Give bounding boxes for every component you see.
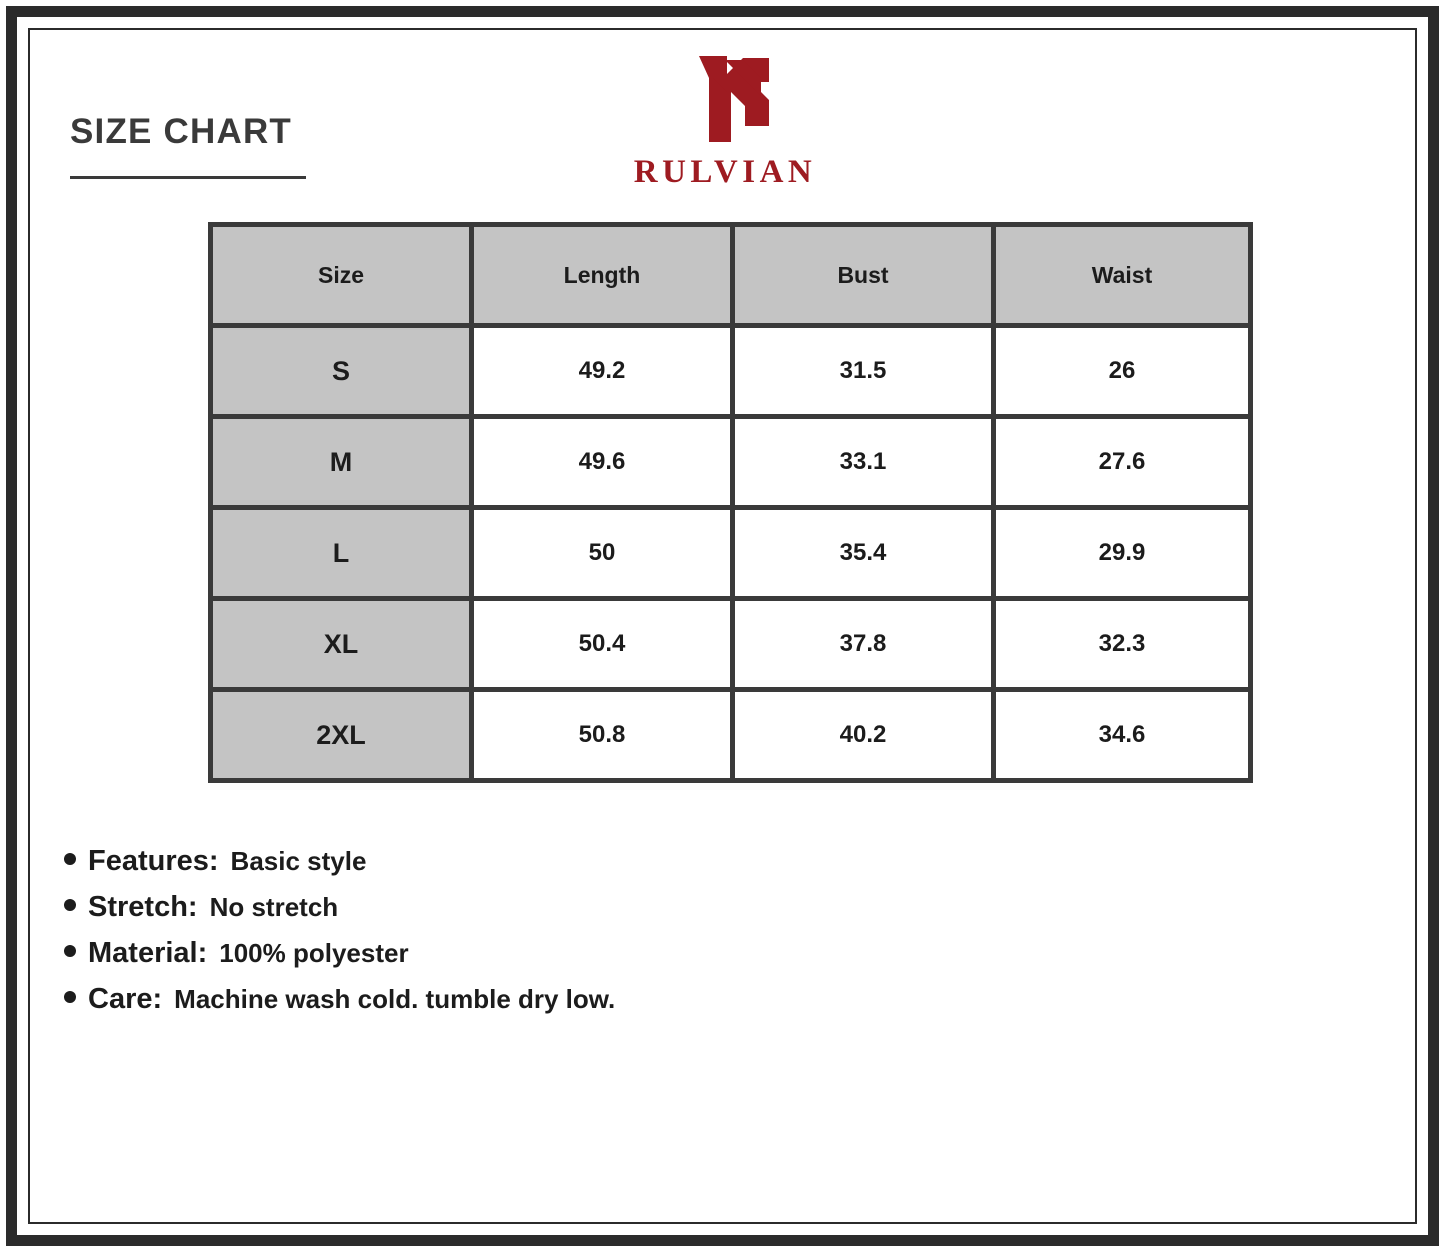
list-item	[64, 937, 1164, 970]
list-item	[64, 983, 1164, 1016]
cell-waist: 29.9	[996, 510, 1248, 596]
table-row	[213, 419, 1248, 505]
cell-size: L	[213, 510, 469, 596]
table-row	[213, 328, 1248, 414]
column-header-waist: Waist	[996, 227, 1248, 323]
title-underline	[70, 176, 306, 179]
notes-list	[64, 845, 1164, 1029]
note-value: 100% polyester	[219, 938, 409, 968]
table-row	[213, 692, 1248, 778]
cell-size: 2XL	[213, 692, 469, 778]
brand-name: RULVIAN	[633, 154, 817, 190]
column-header-length: Length	[474, 227, 730, 323]
cell-waist: 34.6	[996, 692, 1248, 778]
page-title: SIZE CHART	[70, 112, 292, 151]
bullet-icon	[64, 991, 76, 1003]
cell-waist: 27.6	[996, 419, 1248, 505]
table-row	[213, 601, 1248, 687]
cell-length: 50.4	[474, 601, 730, 687]
cell-waist: 32.3	[996, 601, 1248, 687]
bullet-icon	[64, 853, 76, 865]
cell-size: XL	[213, 601, 469, 687]
cell-bust: 37.8	[735, 601, 991, 687]
size-table-wrap	[208, 222, 1238, 783]
bullet-icon	[64, 899, 76, 911]
note-label: Features:	[88, 845, 219, 877]
table-row	[213, 510, 1248, 596]
size-table	[208, 222, 1253, 783]
note-value: No stretch	[209, 892, 339, 922]
cell-length: 49.2	[474, 328, 730, 414]
cell-waist: 26	[996, 328, 1248, 414]
note-value: Machine wash cold. tumble dry low.	[174, 984, 616, 1014]
cell-bust: 40.2	[735, 692, 991, 778]
list-item	[64, 891, 1164, 924]
cell-bust: 31.5	[735, 328, 991, 414]
note-label: Material:	[88, 937, 208, 969]
note-label: Care:	[88, 983, 163, 1015]
cell-bust: 33.1	[735, 419, 991, 505]
bullet-icon	[64, 945, 76, 957]
brand-block	[560, 52, 890, 191]
cell-bust: 35.4	[735, 510, 991, 596]
title-block	[70, 112, 490, 179]
cell-size: S	[213, 328, 469, 414]
rulvian-r-logo-icon	[665, 52, 785, 146]
cell-length: 50.8	[474, 692, 730, 778]
note-value: Basic style	[230, 846, 367, 876]
cell-length: 50	[474, 510, 730, 596]
note-label: Stretch:	[88, 891, 198, 923]
column-header-size: Size	[213, 227, 469, 323]
list-item	[64, 845, 1164, 878]
cell-size: M	[213, 419, 469, 505]
table-header-row	[213, 227, 1248, 323]
cell-length: 49.6	[474, 419, 730, 505]
column-header-bust: Bust	[735, 227, 991, 323]
